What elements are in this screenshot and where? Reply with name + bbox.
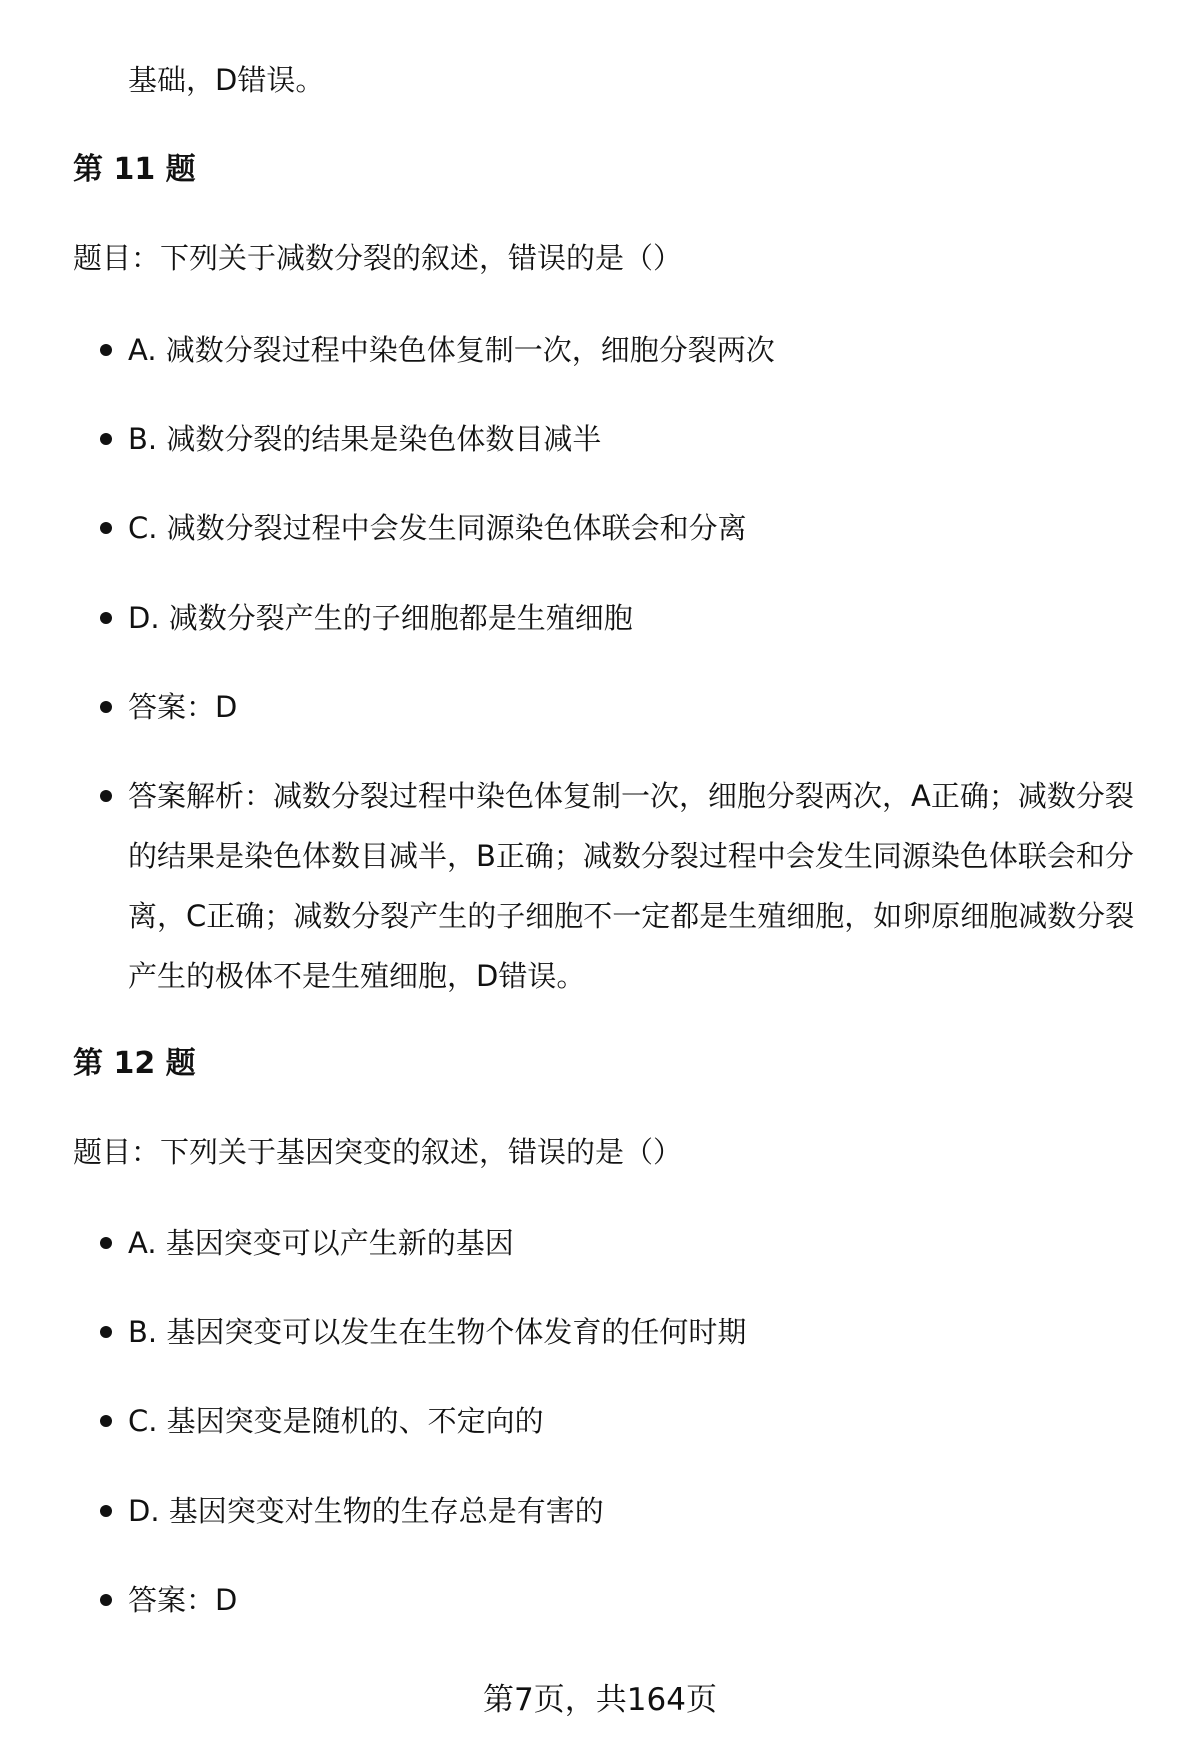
option-text: D. 减数分裂产生的子细胞都是生殖细胞 (128, 601, 633, 635)
bullet-icon (100, 1237, 112, 1249)
bullet-icon (100, 433, 112, 445)
question-11-stem: 题目：下列关于减数分裂的叙述，错误的是（） (73, 241, 683, 275)
question-12-stem: 题目：下列关于基因突变的叙述，错误的是（） (73, 1135, 683, 1169)
option-text: C. 减数分裂过程中会发生同源染色体联会和分离 (128, 511, 747, 545)
bullet-icon (100, 1326, 112, 1338)
option-text: D. 基因突变对生物的生存总是有害的 (128, 1494, 604, 1528)
option-text: A. 基因突变可以产生新的基因 (128, 1226, 514, 1260)
bullet-icon (100, 1594, 112, 1606)
option-text: C. 基因突变是随机的、不定向的 (128, 1404, 544, 1438)
option-text: A. 减数分裂过程中染色体复制一次，细胞分裂两次 (128, 333, 775, 367)
answer-text: 答案：D (128, 1583, 238, 1617)
question-11-heading: 第 11 题 (73, 152, 196, 187)
bullet-icon (100, 790, 112, 802)
bullet-icon (100, 612, 112, 624)
bullet-icon (100, 344, 112, 356)
bullet-icon (100, 522, 112, 534)
answer-text: 答案：D (128, 690, 238, 724)
question-12-heading: 第 12 题 (73, 1046, 196, 1081)
option-text: B. 基因突变可以发生在生物个体发育的任何时期 (128, 1315, 747, 1349)
bullet-icon (100, 701, 112, 713)
continuation-text: 基础，D错误。 (128, 63, 325, 97)
page-footer: 第7页，共164页 (483, 1682, 717, 1718)
explanation-text: 答案解析：减数分裂过程中染色体复制一次，细胞分裂两次，A正确；减数分裂的结果是染色体数目减半，B正确；减数分裂过程中会发生同源染色体联会和分离，C正确；减数分裂产生的子细胞不一定都是生殖细胞，如卵原细胞减数分裂产生的极体不是生殖细胞，D错误。 (128, 779, 1135, 993)
option-text: B. 减数分裂的结果是染色体数目减半 (128, 422, 602, 456)
bullet-icon (100, 1505, 112, 1517)
bullet-icon (100, 1415, 112, 1427)
